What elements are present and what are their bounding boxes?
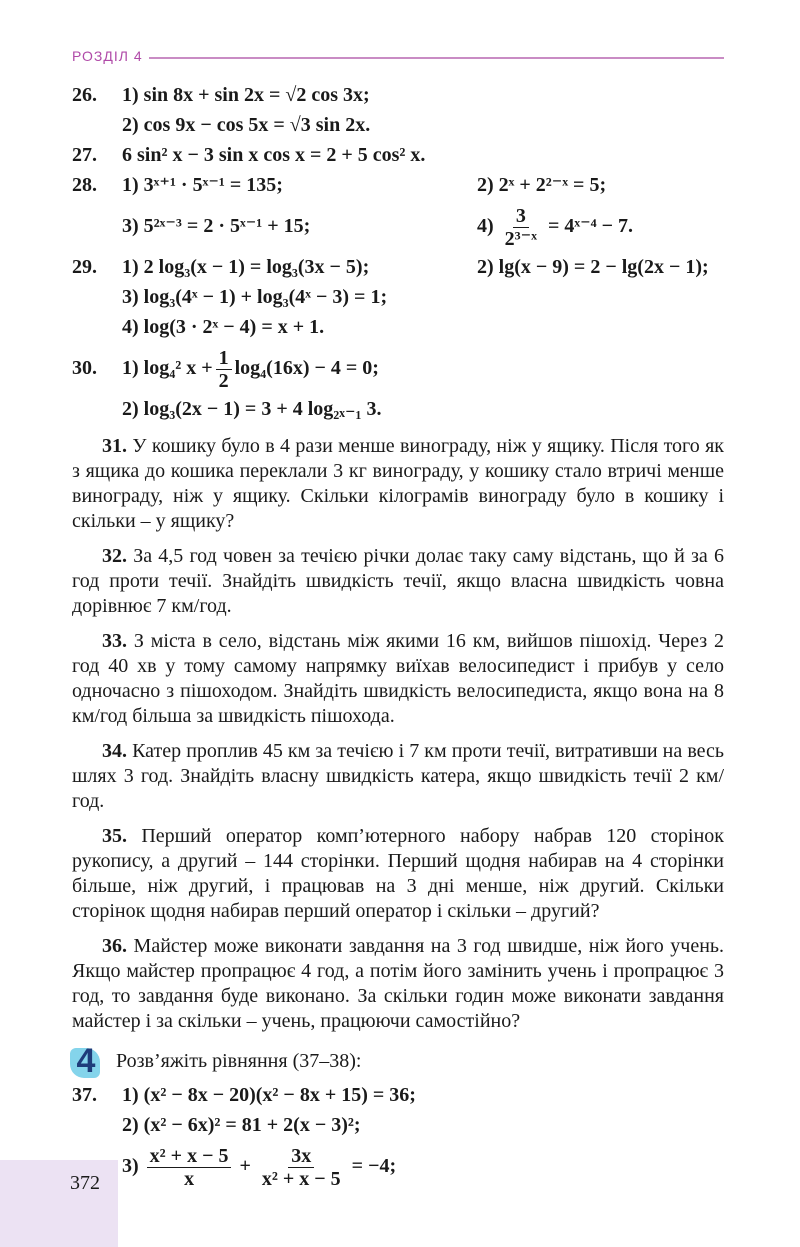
equation: 2) cos 9x − cos 5x = √3 sin 2x.	[122, 114, 371, 136]
section-label: РОЗДІЛ 4	[72, 48, 143, 64]
page-number: 372	[70, 1172, 100, 1194]
problem-number: 37.	[72, 1084, 97, 1106]
problem-37-row-3	[72, 1140, 724, 1192]
equation: 2) 2ˣ + 2²⁻ˣ = 5;	[477, 174, 607, 196]
fraction: $\frac{1}{2}$	[216, 347, 232, 392]
problem-29-row-3	[72, 312, 724, 342]
equation: 1) sin 8x + sin 2x = √2 cos 3x;	[122, 84, 370, 106]
equation: 6 sin² x − 3 sin x cos x = 2 + 5 cos² x.	[122, 144, 426, 166]
problem-number: 30.	[72, 357, 97, 379]
word-problem-31: 31. У кошику було в 4 рази менше винограду, ніж у ящику. Після того як з ящика до кошика переклали 3 кг винограду, у кошику стало втричі менше винограду, ніж у ящику. Скільки кілограмів винограду було в кошику і скільки – у ящику?	[72, 435, 725, 532]
equation: 1) (x² − 8x − 20)(x² − 8x + 15) = 36;	[122, 1084, 416, 1106]
fraction: $\frac{3x}{\text{x² + x − 5}}$	[261, 1144, 341, 1190]
section-instruction: Розв’яжіть рівняння (37–38):	[116, 1050, 362, 1072]
word-problem-33: 33. З міста в село, відстань між якими 16 км, вийшов пішохід. Через 2 год 40 хв у тому самому напрямку виїхав велосипедист і прибув у село одночасно з пішоходом. Знайдіть швидкість велосипедиста, якщо вона на 8 км/год більша за швидкість пішохода.	[72, 630, 725, 727]
equation: 2) log₃(2x − 1) = 3 + 4 log₂ₓ₋₁ 3.	[122, 398, 382, 420]
word-problem-32: 32. За 4,5 год човен за течією річки долає таку саму відстань, що й за 6 год проти течії. Знайдіть швидкість течії, якщо власна швидкість човна дорівнює 7 км/год.	[72, 545, 725, 617]
problem-28-row-1	[72, 170, 724, 200]
problem-26-row-2	[72, 110, 724, 140]
equation-fraction: 3) $\frac{\text{x² + x − 5}}{x}$ + $\frac{3x}{\text{x² + x − 5}}$ = −4;	[122, 1144, 397, 1190]
level-section	[72, 1041, 724, 1080]
equation: 3) 5²ˣ⁻³ = 2 · 5ˣ⁻¹ + 15;	[122, 215, 311, 237]
equation: 1) 3ˣ⁺¹ · 5ˣ⁻¹ = 135;	[122, 174, 283, 196]
equation: 3) log₃(4ˣ − 1) + log₃(4ˣ − 3) = 1;	[122, 286, 388, 308]
fraction: $\frac{3}{\text{2³⁻ˣ}}$	[504, 204, 537, 250]
problem-number: 29.	[72, 256, 97, 278]
problem-30-row-1: 30. 1) log₄² x + $\frac{1}{2}$ log₄(16x) − 4 = 0;	[72, 342, 724, 394]
problem-number: 27.	[72, 144, 97, 166]
problem-number: 28.	[72, 174, 97, 196]
problem-28-row-2	[72, 200, 724, 252]
corner-decoration	[0, 1160, 118, 1247]
equation: 1) 2 log₃(x − 1) = log₃(3x − 5);	[122, 256, 370, 278]
equation: 4) log(3 · 2ˣ − 4) = x + 1.	[122, 316, 325, 338]
problem-number: 26.	[72, 84, 97, 106]
equation: 2) lg(x − 9) = 2 − lg(2x − 1);	[477, 256, 709, 278]
problem-37-row-2	[72, 1110, 724, 1140]
problem-27-row	[72, 140, 724, 170]
equation-fraction: 4) $\frac{3}{\text{2³⁻ˣ}}$ = 4ˣ⁻⁴ − 7.	[477, 204, 634, 250]
word-problem-34: 34. Катер проплив 45 км за течією і 7 км проти течії, витративши на весь шлях 3 год. Знайдіть власну швидкість катера, якщо швидкість течії 2 км/год.	[72, 740, 725, 812]
page-header	[72, 46, 724, 66]
equation: 2) (x² − 6x)² = 81 + 2(x − 3)²;	[122, 1114, 361, 1136]
fraction: $\frac{\text{x² + x − 5}}{x}$	[147, 1145, 232, 1190]
problem-29-row-1	[72, 252, 724, 282]
word-problem-36: 36. Майстер може виконати завдання на 3 год швидше, ніж його учень. Якщо майстер пропрацює 4 год, а потім його замінить учень і пропрацює 3 год, то завдання буде виконано. За скільки годин може виконати завдання майстер і за скільки – учень, працюючи самостійно?	[72, 935, 725, 1032]
header-rule	[149, 57, 724, 59]
level-badge: 4	[68, 1042, 104, 1080]
problem-29-row-2	[72, 282, 724, 312]
page-content	[72, 80, 724, 1192]
word-problem-35: 35. Перший оператор комп’ютерного набору набрав 120 сторінок рукопису, а другий – 144 сторінки. Перший щодня набирав на 4 сторінки більше, ніж другий, і працював на 3 дні менше, ніж другий. Скільки сторінок щодня набирав перший оператор і скільки – другий?	[72, 825, 724, 922]
problem-30-row-2	[72, 394, 724, 424]
problem-37-row-1	[72, 1080, 724, 1110]
problem-26-row-1	[72, 80, 724, 110]
